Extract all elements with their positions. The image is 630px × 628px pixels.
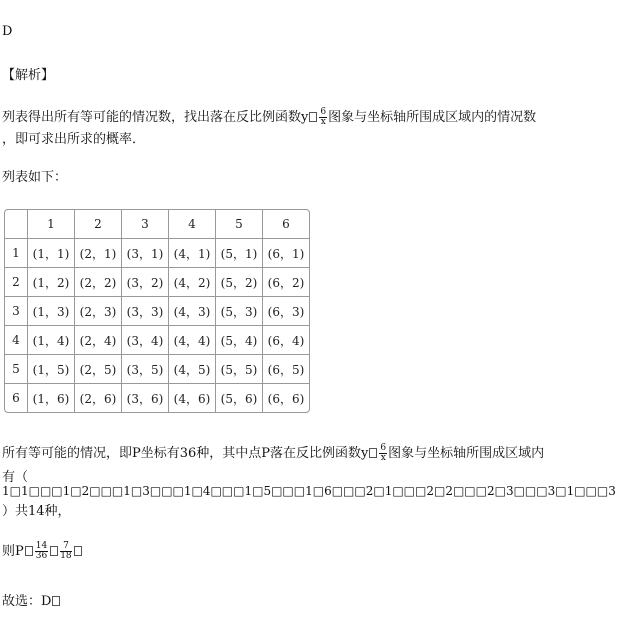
- row-header: 4: [5, 326, 28, 355]
- table-cell: (6，4): [263, 326, 309, 355]
- table-cell: (6，2): [263, 268, 309, 297]
- fraction-denominator: 36: [35, 551, 48, 561]
- table-cell: (2，4): [75, 326, 122, 355]
- probability-line: [2, 540, 83, 561]
- missing-glyph-icon: [369, 448, 377, 458]
- fraction-7-over-18: [60, 542, 71, 561]
- table-cell: (4，3): [169, 297, 216, 326]
- table-row: [5, 297, 309, 326]
- fraction-denominator: x: [320, 117, 326, 127]
- conclusion-line: [2, 590, 61, 609]
- table-cell: (4，2): [169, 268, 216, 297]
- table-cell: (5，3): [216, 297, 263, 326]
- table-cell: (3，4): [122, 326, 169, 355]
- table-row: [5, 355, 309, 384]
- table-cell: (2，2): [75, 268, 122, 297]
- corner-cell: [5, 210, 28, 239]
- col-header: 3: [122, 210, 169, 239]
- table-cell: (5，2): [216, 268, 263, 297]
- intro-text-b: 图象与坐标轴所围成区域内的情况数: [328, 110, 537, 125]
- table-cell: (6，1): [263, 239, 309, 268]
- fraction-numerator: 6: [320, 107, 327, 117]
- conclusion-text: 故选：D: [2, 594, 52, 609]
- table-row: [5, 268, 309, 297]
- table-cell: (4，6): [169, 384, 216, 412]
- answer-line: D: [2, 24, 13, 39]
- table-cell: (4，5): [169, 355, 216, 384]
- table-row: [5, 239, 309, 268]
- table-row: [5, 384, 309, 412]
- table-cell: (5，6): [216, 384, 263, 412]
- row-header: 6: [5, 384, 28, 412]
- table-cell: (2，1): [75, 239, 122, 268]
- row-header: 1: [5, 239, 28, 268]
- table-cell: (5，4): [216, 326, 263, 355]
- intro-line-1: [2, 106, 536, 127]
- table-header-row: [5, 210, 309, 239]
- section-title: 【解析】: [2, 68, 55, 83]
- fraction-denominator: 18: [60, 551, 72, 561]
- fraction-numerator: 6: [380, 443, 387, 453]
- col-header: 5: [216, 210, 263, 239]
- missing-glyph-icon: [52, 596, 60, 606]
- table-cell: (6，3): [263, 297, 309, 326]
- table-cell: (1，5): [28, 355, 75, 384]
- table-cell: (2，6): [75, 384, 122, 412]
- table-cell: (5，5): [216, 355, 263, 384]
- table-cell: (3，3): [122, 297, 169, 326]
- row-header: 5: [5, 355, 28, 384]
- table-cell: (6，5): [263, 355, 309, 384]
- col-header: 2: [75, 210, 122, 239]
- table-cell: (1，6): [28, 384, 75, 412]
- fraction-14-over-36: [35, 542, 48, 561]
- table-row: [5, 326, 309, 355]
- row-header: 3: [5, 297, 28, 326]
- summary-line-1: [2, 442, 544, 463]
- table-cell: (3，1): [122, 239, 169, 268]
- summary-text-b: 图象与坐标轴所围成区域内: [388, 446, 545, 461]
- col-header: 6: [263, 210, 309, 239]
- table-cell: (4，4): [169, 326, 216, 355]
- missing-glyph-icon: [74, 546, 82, 556]
- outcome-table: [4, 209, 310, 413]
- table-cell: (6，6): [267, 391, 305, 406]
- table-intro: 列表如下：: [2, 170, 68, 185]
- summary-line-2: 有（: [2, 470, 29, 485]
- intro-text-a: 列表得出所有等可能的情况数，找出落在反比例函数y: [2, 110, 309, 125]
- missing-glyph-icon: [309, 112, 317, 122]
- table-cell: (1，2): [28, 268, 75, 297]
- col-header: 4: [169, 210, 216, 239]
- col-header: 1: [28, 210, 75, 239]
- missing-glyph-icon: [50, 546, 58, 556]
- table-cell: (3，5): [122, 355, 169, 384]
- outcome-sequence: 1□1□□□1□2□□□1□3□□□1□4□□□1□5□□□1□6□□□2□1□□□2□2□□□2□3□□□3□1□□□3: [2, 484, 616, 498]
- table-cell: (4，1): [169, 239, 216, 268]
- table-cell: (2，3): [75, 297, 122, 326]
- missing-glyph-icon: [25, 546, 33, 556]
- fraction-numerator: 7: [60, 542, 71, 552]
- table-cell: (1，1): [28, 239, 75, 268]
- table-cell: (1，3): [28, 297, 75, 326]
- probability-prefix: 则P: [2, 544, 24, 559]
- fraction-6-over-x: [379, 444, 387, 463]
- table-cell: (5，1): [216, 239, 263, 268]
- table-cell: (2，5): [75, 355, 122, 384]
- row-header: 2: [5, 268, 28, 297]
- summary-text-a: 所有等可能的情况，即P坐标有36种，其中点P落在反比例函数y: [2, 446, 369, 461]
- summary-line-4: ）共14种，: [2, 504, 71, 519]
- fraction-6-over-x: [319, 108, 327, 127]
- table-cell: (1，4): [28, 326, 75, 355]
- table-cell: (3，6): [122, 384, 169, 412]
- fraction-denominator: x: [380, 453, 386, 463]
- table-cell: (3，2): [122, 268, 169, 297]
- fraction-numerator: 14: [35, 541, 48, 551]
- intro-line-2: ，即可求出所求的概率．: [2, 132, 146, 147]
